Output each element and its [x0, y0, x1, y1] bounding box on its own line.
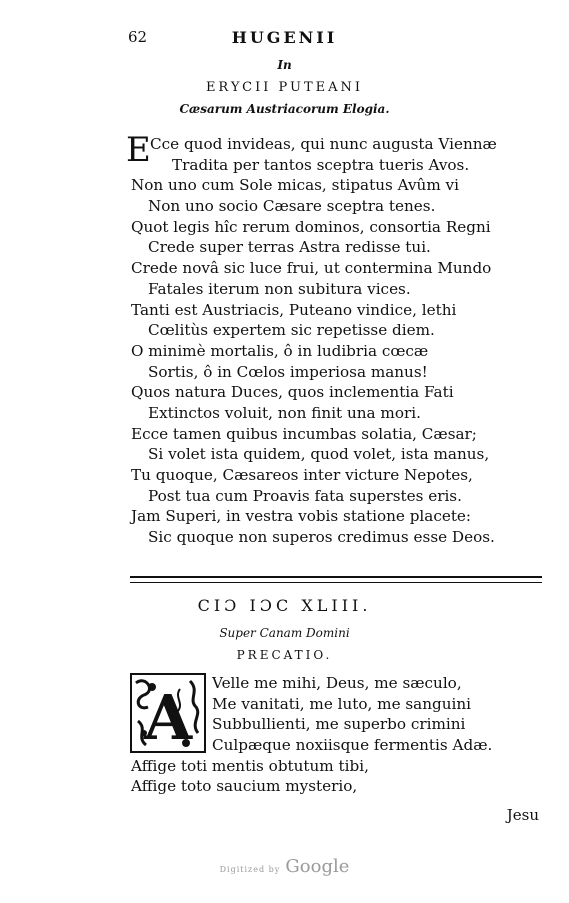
poem-line: Sic quoque non superos credimus esse Deos. [148, 528, 495, 547]
running-head: HUGENII [231, 28, 338, 47]
page-header [0, 28, 569, 50]
prayer-line: Velle me mihi, Deus, me sæculo, [212, 674, 462, 692]
section-subtitle: Super Canam Domini [219, 626, 350, 640]
section-divider-thin [130, 582, 542, 583]
poem-line: Tradita per tantos sceptra tueris Avos. [172, 155, 470, 174]
poem-line: Crede novâ sic luce frui, ut contermina Mundo [131, 259, 492, 278]
poem-line: Jam Superi, in vestra vobis statione placete: [131, 507, 472, 526]
page-number: 62 [128, 28, 148, 46]
section-heading [0, 596, 569, 662]
poem-line: Fatales iterum non subitura vices. [148, 279, 411, 298]
poem-line: Ecce tamen quibus incumbas solatia, Cæsar; [131, 424, 477, 443]
poem-line: Tu quoque, Cæsareos inter victure Nepotes, [131, 466, 473, 484]
poem-line: Crede super terras Astra redisse tui. [148, 238, 431, 257]
poem-line: Sortis, ô in Cœlos imperiosa manus! [148, 362, 428, 381]
prayer-line: Affige toti mentis obtutum tibi, [131, 756, 369, 775]
prayer-line: Culpæque noxiisque fermentis Adæ. [212, 736, 493, 755]
section-divider-thick [130, 576, 542, 578]
poem-title [0, 58, 569, 116]
catchword: Jesu [506, 806, 539, 824]
poem-body [0, 130, 569, 548]
poem-line: Tanti est Austriacis, Puteano vindice, lethi [131, 300, 457, 319]
svg-text:A: A [143, 681, 193, 753]
section-precatio: PRECATIO. [236, 648, 333, 662]
section-number: CIƆ IƆC XLIII. [197, 596, 372, 615]
poem-line: O minimè mortalis, ô in ludibria cœcæ [131, 341, 429, 360]
prayer-line: Affige toto saucium mysterio, [131, 777, 358, 796]
poem-line: Post tua cum Proavis fata superstes eris. [148, 486, 462, 505]
poem-line: Non uno cum Sole micas, stipatus Avûm vi [131, 176, 459, 195]
initial-letter: E [126, 130, 151, 170]
poem-line: Quot legis hîc rerum dominos, consortia Regni [131, 217, 491, 236]
title-subtitle: Cæsarum Austriacorum Elogia. [179, 102, 390, 116]
digitization-watermark [0, 856, 569, 877]
title-in: In [277, 58, 292, 72]
poem-line: Non uno socio Cæsare sceptra tenes. [148, 197, 436, 216]
poem-line: Extinctos voluit, non finit una mori. [148, 403, 421, 422]
prayer-line: Subbullienti, me superbo crimini [212, 715, 466, 734]
prayer-body [0, 673, 569, 797]
watermark-big: Google [285, 856, 350, 877]
poem-first-line-text: Cce quod invideas, qui nunc augusta Viennæ [150, 135, 497, 153]
poem-line: Cœlitùs expertem sic repetisse diem. [148, 321, 435, 340]
title-name: ERYCII PUTEANI [205, 80, 364, 95]
poem-line: Si volet ista quidem, quod volet, ista manus, [148, 445, 490, 464]
watermark-small: Digitized by [219, 865, 281, 874]
prayer-line: Me vanitati, me luto, me sanguini [212, 694, 472, 713]
poem-line: Quos natura Duces, quos inclementia Fati [131, 383, 454, 402]
